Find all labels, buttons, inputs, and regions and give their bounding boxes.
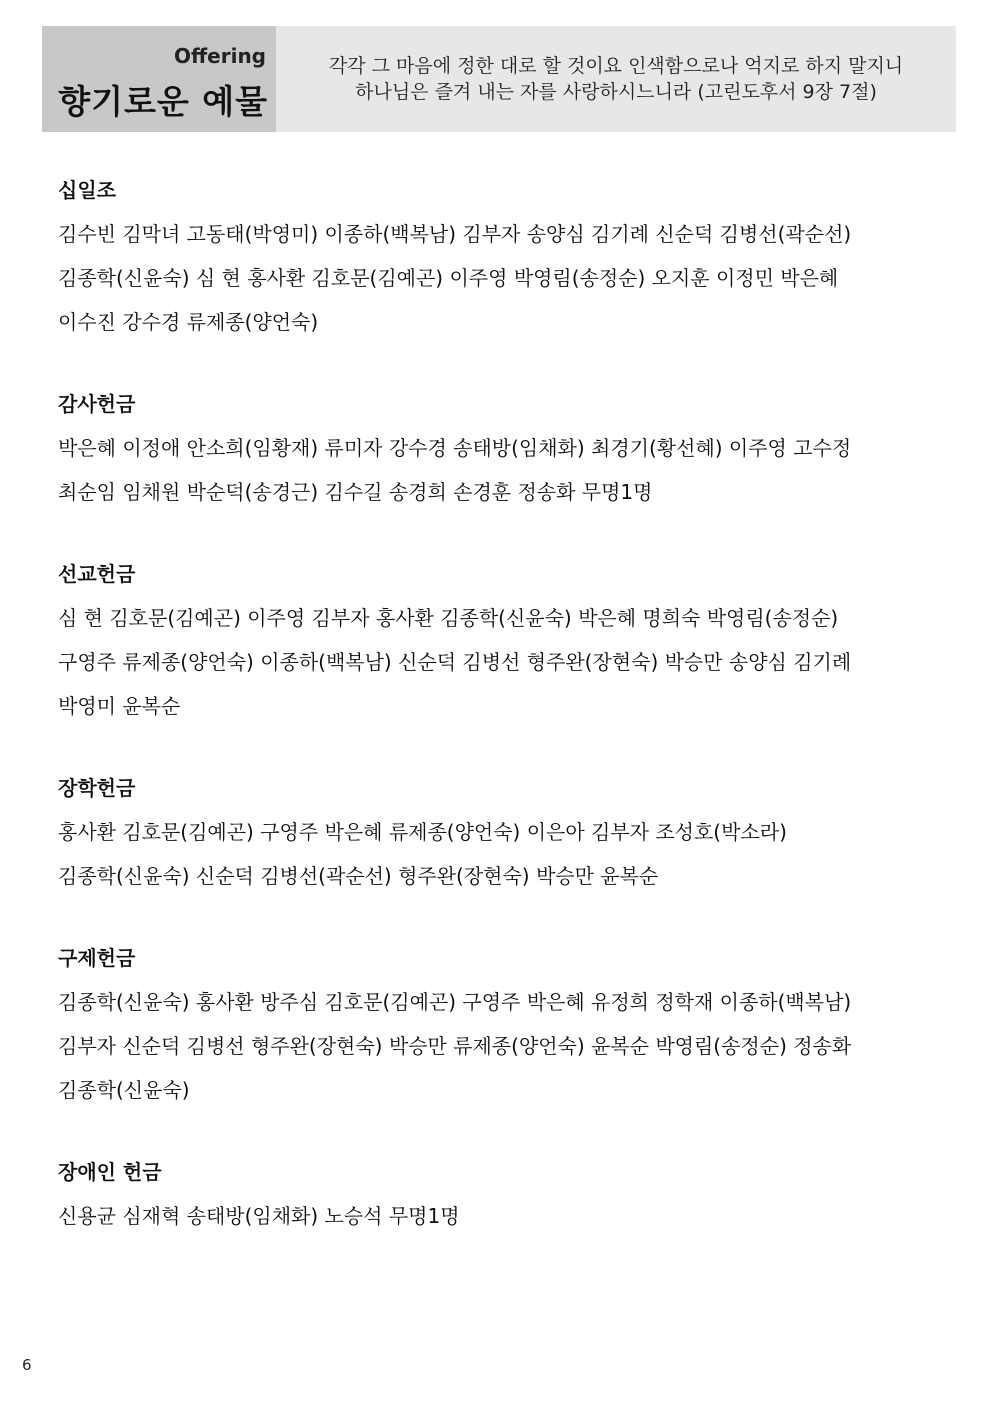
donor-line: 구영주 류제종(양언숙) 이종하(백복남) 신순덕 김병선 형주완(장현숙) 박승만 송양심 김기례 xyxy=(58,650,852,674)
title-box xyxy=(42,26,276,132)
donor-line: 신용균 심재혁 송태방(임채화) 노승석 무명1명 xyxy=(58,1204,460,1228)
section-thanksgiving xyxy=(58,382,948,514)
donor-line: 홍사환 김호문(김예곤) 구영주 박은혜 류제종(양언숙) 이은아 김부자 조성호(박소라) xyxy=(58,820,787,844)
page-number: 6 xyxy=(22,1356,32,1374)
section-title: 장학헌금 xyxy=(58,776,136,800)
section-title: 십일조 xyxy=(58,178,116,202)
donor-line: 최순임 임채원 박순덕(송경근) 김수길 송경희 손경훈 정송화 무명1명 xyxy=(58,480,653,504)
section-tithe xyxy=(58,168,948,344)
section-title: 구제헌금 xyxy=(58,946,136,970)
scripture-verse xyxy=(276,26,956,132)
title-korean: 향기로운 예물 xyxy=(58,82,268,121)
donor-line: 김부자 신순덕 김병선 형주완(장현숙) 박승만 류제종(양언숙) 윤복순 박영림(송정순) 정송화 xyxy=(58,1034,852,1058)
offering-list xyxy=(58,168,948,1276)
section-title: 감사헌금 xyxy=(58,392,136,416)
verse-line-1: 각각 그 마음에 정한 대로 할 것이요 인색함으로나 억지로 하지 말지니 xyxy=(328,55,904,77)
page-header xyxy=(42,26,956,132)
section-mission xyxy=(58,552,948,728)
section-relief xyxy=(58,936,948,1112)
section-disability xyxy=(58,1150,948,1238)
donor-line: 이수진 강수경 류제종(양언숙) xyxy=(58,310,319,334)
donor-line: 김종학(신윤숙) 홍사환 방주심 김호문(김예곤) 구영주 박은혜 유정희 정학재 이종하(백복남) xyxy=(58,990,852,1014)
donor-line: 김종학(신윤숙) 심 현 홍사환 김호문(김예곤) 이주영 박영림(송정순) 오지훈 이정민 박은혜 xyxy=(58,266,839,290)
donor-line: 김종학(신윤숙) 신순덕 김병선(곽순선) 형주완(장현숙) 박승만 윤복순 xyxy=(58,864,659,888)
donor-line: 심 현 김호문(김예곤) 이주영 김부자 홍사환 김종학(신윤숙) 박은혜 명희숙 박영림(송정순) xyxy=(58,606,839,630)
title-english: Offering xyxy=(173,44,266,68)
section-scholarship xyxy=(58,766,948,898)
section-title: 장애인 헌금 xyxy=(58,1160,162,1184)
verse-line-2: 하나님은 즐겨 내는 자를 사랑하시느니라 (고린도후서 9장 7절) xyxy=(355,81,877,103)
donor-line: 박은혜 이정애 안소희(임황재) 류미자 강수경 송태방(임채화) 최경기(황선혜) 이주영 고수정 xyxy=(58,436,852,460)
donor-line: 김종학(신윤숙) xyxy=(58,1078,190,1102)
donor-line: 박영미 윤복순 xyxy=(58,694,181,718)
donor-line: 김수빈 김막녀 고동태(박영미) 이종하(백복남) 김부자 송양심 김기례 신순덕 김병선(곽순선) xyxy=(58,222,852,246)
section-title: 선교헌금 xyxy=(58,562,136,586)
